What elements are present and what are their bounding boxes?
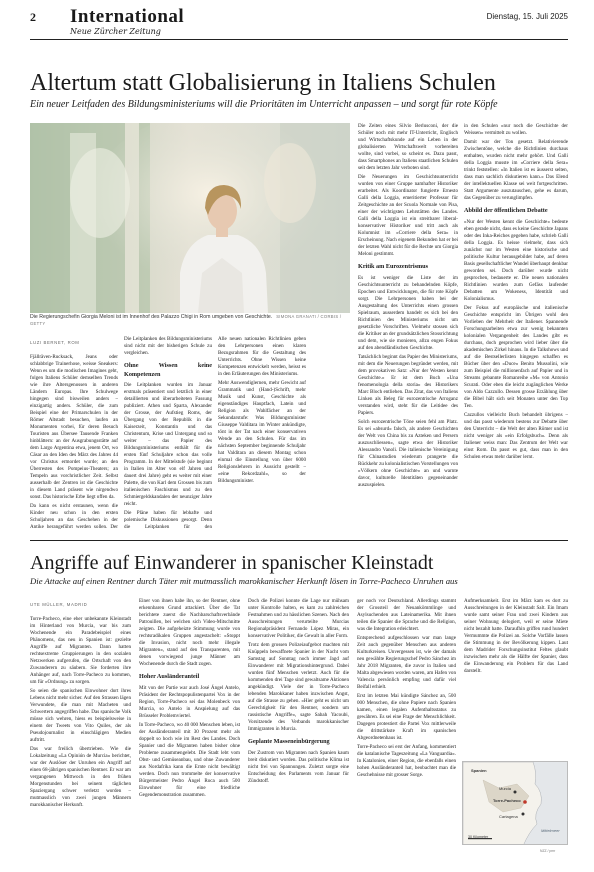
- paragraph: Fjällräven-Rucksack, Jeans oder schlabbrige Trainerhose, weisse Sneakers: Wenn es um die modischen Imagines geht, folgen Italiens Schüler demselben Trends wie ihre Altersgenossen in anderen Ländern Europas. Ihre Schulwege hingegen sind bisweilen anders – einzigartig anders. Schüler, die zum Beispiel eine der Primarschulen in der Römer Altstadt besuchen, laufen an Monumenten vorbei, für deren Besuch Touristen aus Übersee Tausende Franken hinblättern: an der Ausgrabungsstätte auf dem Largo Argentina etwa, jenem Ort, wo Cäsar an den Iden des März des Jahres 44 vor Christus ermordet wurde; an den Überresten des Pompeius-Theaters; an Tempeln aus vorchristlicher Zeit. Selbst ausserhalb der Zentren ist die Geschichte in diesem Land präsent wie nirgendwo sonst. Das historische Erbe liegt offen da.: [30, 353, 118, 501]
- map-label-torre-pacheco: Torre-Pacheco: [493, 798, 521, 803]
- paragraph: Torre-Pacheco, eine eher unbekannte Kleinstadt im Hinterland von Murcia, war bis zum Wochenende ein Paradebeispiel eines Phänomens, das neu in Spanien ist: gezielte Angriffe auf Migranten. Dann hatten rechtsextreme Gruppierungen in den sozialen Netzwerken aufgerufen, die Ortschaft von den Zuwanderern zu säubern. Sie forderten ihre Anhänger auf, nach Torre-Pacheco zu kommen, um für »Ordnung« zu sorgen.: [30, 615, 131, 686]
- article2-column-2: [139, 598, 240, 864]
- subheading: Abbild der öffentlichen Debatte: [464, 207, 548, 215]
- article2-deck: Die Attacke auf einen Rentner durch Täter mit mutmasslich marokkanischer Herkunft lösen in Torre-Pacheco Unruhen aus: [30, 576, 458, 586]
- paragraph: Es ist weniger die Liste der im Geschichtsunterricht zu behandelnden Köpfe, Epochen und Entwicklungen, die für rote Köpfe sorgt. Die Lehrpersonen haben bei der Ausgestaltung des Unterrichts einen grossen Spielraum, ausserdem handelt es sich bei den Richtlinien des Ministeriums nicht um gesetzliche Vorschriften. Vielmehr stossen sich die Kritiker an der grundsätzlichen Stossrichtung und dem, wie sie monieren, allzu engen Fokus auf den abendländischen Geschichte.: [358, 274, 458, 351]
- paragraph: Mit von der Partie war auch José Ángel Antelo, Präsident der Rechtspopulistenpartei Vox in der Region, Torre-Pacheco sei das Molenbeck von Murcia, so Antelo in Anspielung auf das Brüsseler Problemviertel.: [139, 684, 240, 719]
- map-label-country: Spanien: [471, 768, 487, 773]
- issue-date: Dienstag, 15. Juli 2025: [486, 12, 568, 21]
- paragraph: Damit war der Ton gesetzt. Relativierende Zwischentöne, welche die Richtlinien durchaus enthalten, wurden nicht mehr gehört. Und Galli della Loggia musste im »Corriere della Sera« trinkt feststellen: »In Italien ist es äusserst selten, dass man sachlich diskutieren kann.« Das Elend der intellektuellen Klasse sei weit fortgeschritten. Statt Argumente auszutauschen, gehe es darum, das Gegenüber zu verunglimpfen.: [464, 139, 568, 202]
- map-scale: 30 Kilometer: [468, 835, 489, 839]
- article2-column-5: [464, 598, 568, 756]
- paragraph: Die Zeiten eines Silvio Berlusconi, der die Schüler noch mit mehr IT-Unterricht, Englisch und Wirtschaftskunde auf ein Leben in der globalisierten Wirtschaftswelt vorbereiten wollte, sind vorbei, so scheint es. Dazu passt, dass Smartphones an Italiens staatlichen Schulen seit dem letzten Jahr verboten sind.: [358, 123, 458, 172]
- paragraph: Der Fokus auf europäische und italienische Geschichte entspricht im Übrigen wohl den Vorlieben der Mehrheit der Italiener. Spannende Forschungsarbeiten etwa zur wenig bekannten kolonialen Vergangenheit des Landes gibt es durchaus, doch gesprochen wird lieber über die akademischen Zirkel hinaus. In die Talkshows und auf die Bestsellerlisten hingegen schaffen es Bücher über den »Duce« Benito Mussolini, wie zum Beispiel die millionenfach auf Papier und in Streams gebannte Romanreihe »M« von Antonio Scurati. Oder eben die leicht zugänglichen Werke von Aldo Cazzullo. Dessen grosse Erzählung über die Bibel hält sich seit Monaten unter den Top Ten.: [464, 304, 568, 410]
- article1-column-4: [358, 123, 458, 531]
- article2-column-3: [248, 598, 349, 864]
- article1-column-3: [218, 336, 306, 530]
- subheading: Hoher Ausländeranteil: [139, 673, 200, 681]
- article1-headline: Altertum statt Globalisierung in Italiens Schulen: [30, 70, 496, 96]
- photo-credit: SIMONA GRANATI / CORBIS / GETTY: [30, 314, 342, 326]
- article2-byline: UTE MÜLLER, MADRID: [30, 602, 88, 607]
- paragraph: in den Schulen »nur noch die Geschichte der Weissen« vermittelt zu wollen.: [464, 123, 568, 137]
- paragraph: Die Pläne haben für lebhafte und polemische Diskussionen gesorgt. Denn die Leitplanken für den: [124, 510, 212, 530]
- paragraph: Solch eurozentrische Töne seien fehl am Platz. Es sei »absurd« falsch, als andere Geschichten der Welt von China bis zu Azteken und Persern auszuschliessen«, sagte etwa der Historiker Alessandro Vanoli. Die italienische Vereinigung für Chinastudien wiederum prangerte die Rückkehr zu kolonialistischen Vorstellungen von »Völkern ohne Geschichte« an und warnte davor, kulturelle Identitäten gegeneinander auszuspielen.: [358, 419, 458, 489]
- paragraph: Aufmerksamkeit. Erst im März kam es dort zu Ausschreitungen in der Kleinstadt Salt. Ein Imam wurde samt seiner Frau und zwei Kindern aus seiner Wohnung delogiert, weil er seine Miete nicht bezahlt hatte. Daraufhin griffen rund hundert Vermummte die Polizei an. Solche Vorfälle lassen die Stimmung in der Bevölkerung kippen. Laut dem Madrider Forschungsinstitut Feltes glaubt inzwischen mehr als die Hälfte der Spanier, dass die Einwanderung ein Problem für das Land darstellt.: [464, 598, 568, 675]
- paragraph: Tatsächlich beginnt das Papier des Ministeriums, mit dem die Neuerungen begründet werden, mit dem provokativen Satz: »Nur der Westen kennt Geschichte.« Er ist dem Buch »Una fenomenologia della storia« des Historikers Marc Bloch entliehen. Das Zitat, das von Italiens Linken als Beleg für eurozentrische Arroganz verstanden wird, steht für die Leitidee des Papiers.: [358, 354, 458, 417]
- map-label-cartagena: Cartagena: [499, 814, 518, 819]
- masthead: [30, 6, 568, 40]
- article1-column-1: [30, 336, 118, 530]
- paragraph: Torre-Pacheco sei erst der Anfang, kommentiert die katalanische Tageszeitung »La Vanguardia«. In Katalonien, einer Region, die ebenfalls einen hohen Ausländeranteil hat, beobachtet man die Geschehnisse mit grosser Sorge.: [357, 744, 456, 779]
- subheading: Kritik am Eurozentrismus: [358, 263, 429, 271]
- paragraph: Erst im letzten Mai kündigte Sánchez an, 500 000 Menschen, die ohne Papiere nach Spanien kamen, einen legalen Aufenthaltsstatus zu gewähren. Es sei eine Frage der Menschlichkeit. Dagegen protestiert die Partei Vox mittlerweile die drittstärkste Kraft im spanischen Abgeordnetenhaus ist.: [357, 693, 456, 742]
- paragraph: Das war freilich übertrieben. Wie die Lokalzeitung »La Opinión de Murcia« berichtet, war der Auslöser der Unruhen ein Angriff auf einen 68-jährigen spanischen Rentner. Er war am vergangenen Mittwoch in den frühen Morgenstunden bei seinem täglichen Spaziergang schwer verletzt worden – mutmasslich von zwei jungen Männern marokkanischer Herkunft.: [30, 746, 131, 809]
- paragraph: So seien die spanischen Einwohner dort ihres Lebens nicht mehr sicher. Auf den Strassen lägen Verwundete, die man mit Macheten und Schwertern angegriffen habe. Das spanische Volk müsse sich wehren, hiess es beispielsweise in einem der Tweets von Vito Quiles, der als Pseudojournalist in einschlägigen Medien auftritt.: [30, 688, 131, 744]
- paragraph: Doch die Polizei konnte die Lage nur mühsam unter Kontrolle halten, es kam zu zahlreichen Festnahmen und zu hässlichen Szenen. Nach den Ausschreitungen verurteilte Murcias Regionalpräsident Fernando López Miras, ein konservativer Politiker, die Gewalt in aller Form.: [248, 598, 349, 640]
- caption-text: Die Regierungschefin Giorgia Meloni ist im Innenhof des Palazzo Chigi in Rom umgeben von Geschichte.: [30, 314, 273, 320]
- paragraph: Cazzullos vielleicht Buch behandelt übrigens – und das passt wiederum bestens zur Debatte über den Unterricht – die Welt der alten Römer und ist nicht weniger als »ein Erfolgsbuch«. Denn als Italiener weiss man: Das Zentrum der Welt war einst Rom. Da passt es gut, dass man in den Schulen etwas mehr darüber lernt.: [464, 412, 568, 461]
- map-credit: NZZ / pmr: [540, 849, 556, 853]
- paragraph: Die Leitplanken des Bildungsministeriums sind nicht mit der bisherigen Schule zu vergleichen.: [124, 336, 212, 357]
- article1-column-2: [124, 336, 212, 530]
- article-divider: [30, 540, 568, 541]
- page-number: 2: [30, 10, 36, 24]
- article1-column-5: [464, 123, 568, 531]
- section-title: International: [70, 6, 185, 27]
- paragraph: Trotz dem grossen Polizeiaufgebot machten mit Knüppeln bewaffnete Spanier in der Nacht vom Samstag auf Sonntag noch immer Jagd auf Einwanderer mit Migrationshintergrund. Dabei wurden fünf Menschen verletzt. Auch für die kommenden drei Tage sind gewaltsame Aktionen angekündigt. Viele der in Torre-Pacheco lebenden Marokkaner haben inzwischen Angst, auf die Strasse zu gehen. »Hier geht es nicht um Gerechtigkeit für den Rentner, sondern um rassistische Angriffe«, sagte Sabah Yacoubi, Vorsitzende des Verbands marokkanischer Immigranten in Murcia.: [248, 642, 349, 733]
- photo-caption: [30, 314, 350, 328]
- paragraph: Einer von ihnen habe ihn, so der Rentner, ohne erkennbaren Grund attackiert. Über die Tat berichtete zuerst die Nachbarschaftsverbände Patrouillen, bei welchen sich Video-Mitschnitte zeigten. Die aufgeheizte Stimmung wurde von rechtsradikalen Gruppen angestachelt: »Stoppt die Invasion, nicht noch mehr illegale Migranten«, stand auf den Transparenten, mit denen vorwiegend junge Männer am Wochenende durch die Stadt zogen.: [139, 598, 240, 668]
- map-label-murcia: Murcia: [499, 786, 512, 791]
- paragraph: Entsprechend aufgeschlossen war man lange Zeit auch gegenüber Menschen aus anderen Kulturkreisen. Unvergessen ist, wie der damals neu gewählte Regierungschef Pedro Sánchez im Jahr 2018 Migranten, die zuvor in Italien und Malta abgewiesen worden waren, am Hafen von Valencia persönlich empfing und dafür viel Beifall erhielt.: [357, 635, 456, 691]
- article1-deck: Ein neuer Leitfaden des Bildungsministeriums will die Prioritäten im Unterricht anpassen – und sorgt für rote Köpfe: [30, 99, 498, 110]
- article1-byline: LUZI BERNET, ROM: [30, 340, 80, 345]
- locator-map: [462, 761, 568, 845]
- city-marker-murcia: [514, 791, 517, 794]
- paragraph: Mehr Auswendiglernen, mehr Gewicht auf Grammatik und (Hand-)Schrift, mehr Musik und Kunst, Geschichte als eigenständiges Hauptfach, Latein und Religion als Wahlfächer an der Sekundarstufe: Was Bildungsminister Giuseppe Valditara im Winter ankündigte, tönt in der Tat nach einer konservativen Wende an den Schulen. Für das im nächsten September beginnende Schuljahr hat Valditara an diesem Montag schon einmal die Einstellung von über 6000 Religionslehrern in Aussicht gestellt – »eine Rekordzahl«, so der Bildungsminister.: [218, 380, 306, 485]
- article2-headline: Angriffe auf Einwanderer in spanischer Kleinstadt: [30, 552, 434, 574]
- paragraph: ger noch vor Deutschland. Allerdings stammt der Grossteil der Neuankömmlinge und Asylsuchenden aus Lateinamerika. Mit ihnen teilen die Spanier die Sprache und die Religion, was die Integration erleichtert.: [357, 598, 456, 633]
- paragraph: Der Zustrom von Migranten nach Spanien kaum breit diskutiert worden. Das politische Klima ist nicht frei von Spannungen. Zuletzt sorgte eine Entscheidung des Parlaments vom Januar für Zündstoff.: [248, 749, 349, 784]
- city-marker-torre-pacheco: [523, 800, 527, 804]
- article1-photo: [30, 123, 350, 313]
- paragraph: In Torre-Pacheco, wo 40 000 Menschen leben, ist der Ausländeranteil mit 30 Prozent mehr als doppelt so hoch wie im Rest des Landes. Doch Spanier und die Migranten haben bisher ohne Probleme zusammengelebt. Die Stadt lebt vom Obst- und Gemüseanbau, und ohne Zuwanderer aus Nordafrika kann die Ernte nicht bewältigt werden. Doch nun trommelte der konservative Bürgermeister Pedro Ángel Roca auch 500 Einwohner für eine friedliche Gegendemonstration zusammen.: [139, 721, 240, 798]
- newspaper-name: Neue Zürcher Zeitung: [70, 27, 161, 36]
- paragraph: Die Neuerungen im Geschichtsunterricht wurden von einer Gruppe namhafter Historiker erarbeitet. Als Koordinator fungierte Ernesto Galli della Loggia, emeritierter Professor für Zeitgeschichte an der Scuola Normale von Pisa, einer der wichtigsten Lehrstätten des Landes. Galli della Loggia ist ein streitbarer liberal-konservativer Historiker und tritt auch als Kolumnist im »Corriere della Sera« in Erscheinung. Nach eigenem Bekunden hat er bei der letzten Wahl nicht für die Rechte um Giorgia Meloni gestimmt.: [358, 174, 458, 258]
- paragraph: Alle neuen nationalen Richtlinien geben den Lehrpersonen einen klaren Bezugsrahmen für die Gestaltung des Unterrichts. Ohne Wissen keine Kompetenzen entwickelt werden, heisst es in den Erläuterungen des Ministeriums.: [218, 336, 306, 378]
- map-label-sea: Mittelmeer: [541, 828, 560, 833]
- subheading: Ohne Wissen keine Kompetenzen: [124, 362, 212, 378]
- paragraph: Die Leitplanken wurden im Januar erstmals präsentiert und letztlich in einer detaillierten und überarbeiteten Fassung publiziert. Athen und Sparta, Alexander der Grosse, der Aufstieg Roms, der Übergang von der Republik in die Kaiserzeit, Konstantin und das Christentum, Krise und Untergang und so weiter – das Papier des Bildungsministeriums enthält für die ersten fünf Schuljahre schon das volle Programm. In der Mittelstufe (sie beginnt in Italien im Alter von elf Jahren und dauert drei Jahre) geht es weiter mit einer Palette, die von Karl dem Grossen bis zum italienischen Faschismus und zu den Schmiergeldskandalen der neunziger Jahre reicht.: [124, 382, 212, 508]
- paragraph: »Nur der Westen kennt die Geschichte« bedeute eben gerade nicht, dass es keine Geschichte Japans oder des Inka-Reiches gegeben habe, schrieb Galli della Loggia. Es heisse vielmehr, dass sich zunächst nur im Westen eine historische und politische Kultur herausgebildet habe, auf deren Basis gesellschaftlicher Wandel überhaupt denkbar geworden sei. Doch darüber wurde nicht gesprochen, bedauerte er. Die neuen nationalen Richtlinien wurden zum Gefäss laufender Debatten um Wokeness, Identität und Kolonialismus.: [464, 218, 568, 302]
- subheading: Geplante Masseneinbürgerung: [248, 738, 330, 746]
- article2-column-4: [357, 598, 456, 864]
- article2-column-1: [30, 598, 131, 864]
- paragraph: Da kann es nicht erstaunen, wenn die Kinder neu schon in den ersten Schuljahren an das Geschehen in der Antike herangeführt werden sollen. Der: [30, 503, 118, 530]
- city-marker-cartagena: [522, 813, 525, 816]
